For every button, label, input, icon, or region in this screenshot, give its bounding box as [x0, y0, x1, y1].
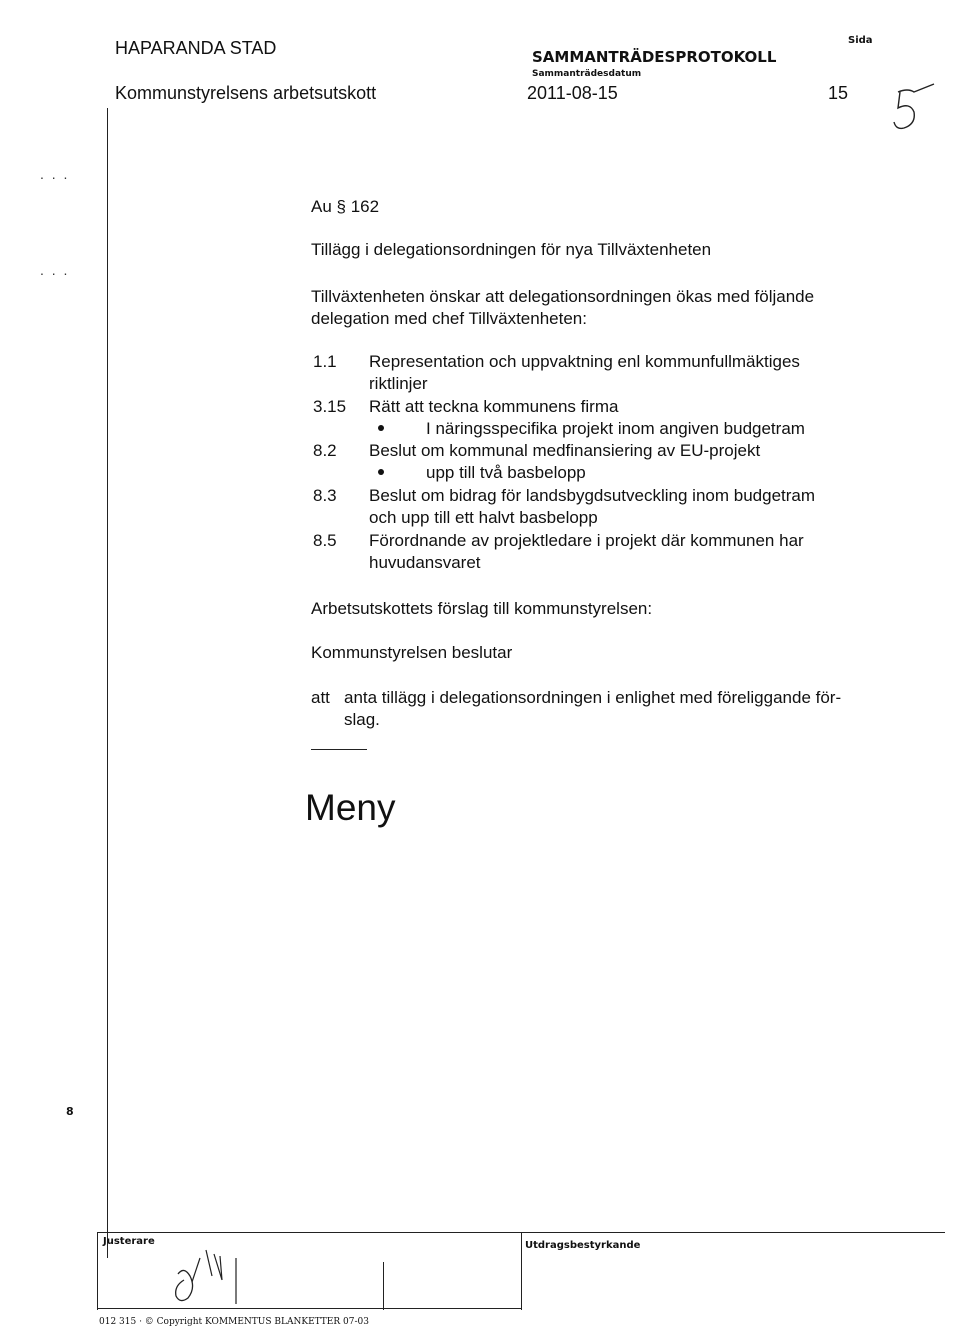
item-number: 1.1: [313, 352, 337, 371]
bullet-icon: [378, 469, 384, 475]
item-number: 8.2: [313, 441, 337, 460]
item-text: Representation och uppvaktning enl kommunfullmäktiges: [369, 352, 800, 371]
organization-name: HAPARANDA STAD: [115, 38, 277, 58]
att-text: anta tillägg i delegationsordningen i enlighet med föreliggande för-: [344, 688, 842, 707]
intro-line-2: delegation med chef Tillväxtenheten:: [311, 309, 587, 328]
item-text-continued: riktlinjer: [369, 374, 428, 393]
paragraph-number: Au § 162: [311, 197, 380, 216]
item-text: Förordnande av projektledare i projekt där kommunen har: [369, 531, 804, 550]
handwritten-page-mark: [888, 78, 938, 136]
date-label: Sammanträdesdatum: [532, 69, 642, 79]
bullet-text: I näringsspecifika projekt inom angiven budgetram: [426, 419, 805, 438]
item-text-continued: och upp till ett halvt basbelopp: [369, 508, 598, 527]
section-title: Tillägg i delegationsordningen för nya Tillväxtenheten: [311, 240, 712, 259]
footer-inner-line: [383, 1262, 384, 1310]
form-code: 012 315 · © Copyright KOMMENTUS BLANKETTER 07-03: [99, 1317, 369, 1327]
item-text: Beslut om kommunal medfinansiering av EU-projekt: [369, 441, 761, 460]
bullet-text: upp till två basbelopp: [426, 463, 586, 482]
proposal-heading: Arbetsutskottets förslag till kommunstyrelsen:: [311, 599, 653, 618]
utdrag-label: Utdragsbestyrkande: [525, 1240, 641, 1251]
meeting-date: 2011-08-15: [527, 83, 618, 103]
committee-name: Kommunstyrelsens arbetsutskott: [115, 83, 377, 103]
item-text: Beslut om bidrag för landsbygdsutveckling inom budgetram: [369, 486, 816, 505]
document-type: SAMMANTRÄDESPROTOKOLL: [532, 48, 777, 66]
att-label: att: [311, 688, 330, 707]
margin-line: [107, 108, 108, 1258]
menu-label[interactable]: Meny: [305, 787, 396, 828]
bullet-icon: [378, 425, 384, 431]
item-number: 3.15: [313, 397, 347, 416]
att-text-continued: slag.: [344, 710, 380, 729]
intro-line-1: Tillväxtenheten önskar att delegationsordningen ökas med följande: [311, 287, 815, 306]
item-text: Rätt att teckna kommunens firma: [369, 397, 619, 416]
item-text-continued: huvudansvaret: [369, 553, 481, 572]
end-rule: [311, 749, 367, 750]
item-number: 8.5: [313, 531, 337, 550]
page-number: 15: [828, 83, 849, 103]
decision-heading: Kommunstyrelsen beslutar: [311, 643, 513, 662]
footer-divider-line: [521, 1232, 522, 1310]
item-number: 8.3: [313, 486, 337, 505]
signature-mark: [160, 1240, 260, 1310]
edge-marks-middle: . . .: [40, 262, 70, 278]
page-label: Sida: [848, 35, 873, 46]
edge-marks-top: . . .: [40, 166, 70, 182]
margin-number: 8: [66, 1105, 74, 1118]
footer-left-line: [97, 1232, 98, 1310]
justerare-label: Justerare: [103, 1236, 155, 1247]
